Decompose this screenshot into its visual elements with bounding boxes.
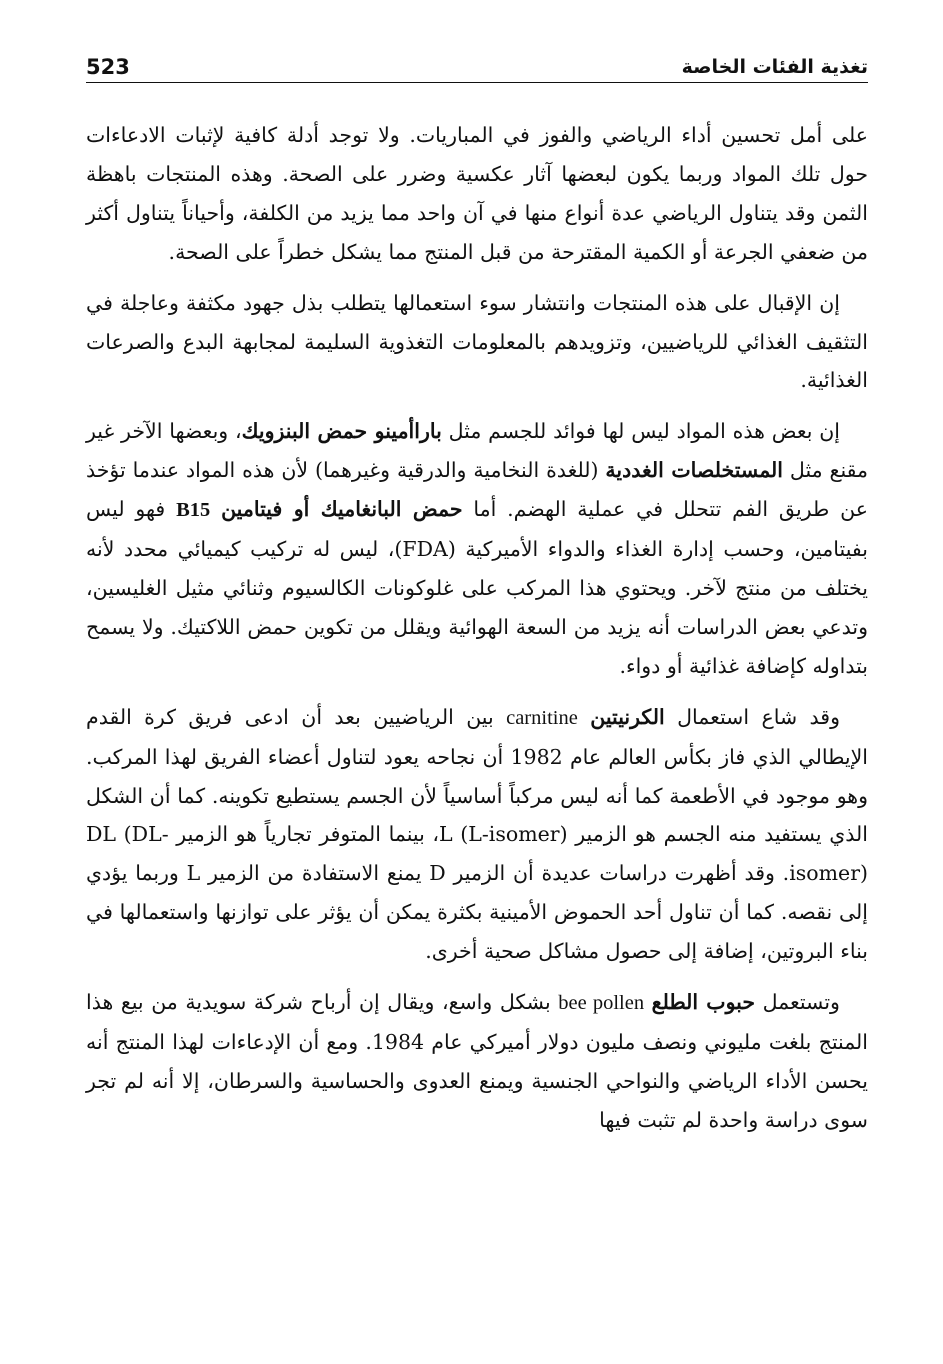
- paragraph-4: [86, 698, 868, 971]
- paragraph-5-text-2: بشكل واسع، ويقال إن أرباح شركة سويدية من بيع هذا المنتج بلغت مليوني ونصف مليون دولار أميركي عام 1984. ومع أن الإدعاءات لهذا المنتج أنه يحسن الأداء الرياضي والنواحي الجنسية ويمنع العدوى والحساسية والسرطان، إلا أنه لم تجر سوى دراسة واحدة لم تثبت فيها: [86, 990, 868, 1132]
- term-vitamin-b15: B15: [176, 499, 211, 522]
- term-bee-pollen: حبوب الطلع: [651, 990, 756, 1015]
- paragraph-4-text-1: وقد شاع استعمال: [664, 704, 840, 729]
- term-glandular-extracts: المستخلصات الغددية: [605, 458, 783, 483]
- page-number: 523: [86, 55, 130, 79]
- running-title: تغذية الفئات الخاصة: [681, 56, 868, 78]
- paragraph-3-text-2: ، وبعضها الآخر غير مقنع مثل: [86, 419, 868, 483]
- running-header: [86, 46, 868, 80]
- term-paraamino-benzoic-acid: باراأمينو حمض البنزويك: [241, 419, 442, 444]
- paragraph-5-text-1: وتستعمل: [755, 990, 840, 1015]
- paragraph-1: [86, 116, 868, 272]
- paragraph-2-text: إن الإقبال على هذه المنتجات وانتشار سوء استعمالها يتطلب بذل جهود مكثفة وعاجلة في التثقيف الغذائي للرياضيين، وتزويدهم بالمعلومات التغذوية السليمة لمجابهة البدع والصرعات الغذائية.: [86, 290, 868, 393]
- paragraph-2: [86, 284, 868, 401]
- header-rule: [86, 82, 868, 83]
- paragraph-3-text-4: فهو ليس بفيتامين، وحسب إدارة الغذاء والدواء الأميركية (FDA)، ليس له تركيب كيميائي محدد لأنه يختلف من منتج لآخر. ويحتوي هذا المركب على غلوكونات الكالسيوم وثنائي مثيل الغليسين، وتدعي بعض الدراسات أنه يزيد من السعة الهوائية ويقلل من تكوين حمض اللاكتيك. ولا يسمح بتداوله كإضافة غذائية أو دواء.: [86, 497, 868, 678]
- term-bee-pollen-latin: bee pollen: [558, 992, 645, 1015]
- paragraph-3-text-1: إن بعض هذه المواد ليس لها فوائد للجسم مثل: [441, 419, 840, 444]
- paragraph-3-text-3: (للغدة النخامية والدرقية وغيرهما) لأن هذه المواد عندما تؤخذ عن طريق الفم تتحلل في عملية الهضم. أما: [86, 458, 868, 522]
- paragraph-1-text: على أمل تحسين أداء الرياضي والفوز في المباريات. ولا توجد أدلة كافية لإثبات الادعاءات حول تلك المواد وربما يكون لبعضها آثار عكسية وضرر على الصحة. وهذه المنتجات باهظة الثمن وقد يتناول الرياضي عدة أنواع منها في آن واحد مما يزيد من الكلفة، وأحياناً يتناول أكثر من ضعفي الجرعة أو الكمية المقترحة من قبل المنتج مما يشكل خطراً على الصحة.: [86, 123, 868, 264]
- term-carnitine-latin: carnitine: [506, 706, 578, 729]
- paragraph-3: [86, 412, 868, 685]
- term-carnitine: الكرنيتين: [590, 704, 665, 729]
- term-pangamic-acid: حمض البانغاميك أو فيتامين: [221, 497, 463, 522]
- body-text: [86, 116, 868, 1152]
- paragraph-5: [86, 983, 868, 1140]
- paragraph-4-text-2: بين الرياضيين بعد أن ادعى فريق كرة القدم الإيطالي الذي فاز بكأس العالم عام 1982 أن نجاحه يعود لتناول أعضاء الفريق لهذا المركب. وهو موجود في الأطعمة كما أنه ليس مركباً أساسياً لأن الجسم يستطيع تكوينه. كما أن الشكل الذي يستفيد منه الجسم هو الزمير L (L-isomer)، بينما المتوفر تجارياً هو الزمير DL (DL-isomer). وقد أظهرت دراسات عديدة أن الزمير D يمنع الاستفادة من الزمير L وربما يؤدي إلى نقصه. كما أن تناول أحد الحموض الأمينية بكثرة يمكن أن يؤثر على توازنها واستعمالها في بناء البروتين، إضافة إلى حصول مشاكل صحية أخرى.: [86, 704, 869, 964]
